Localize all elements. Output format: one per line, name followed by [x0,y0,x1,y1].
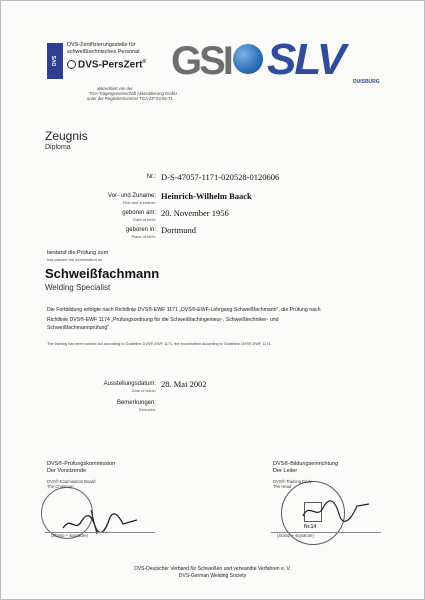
training-text-line3: Schweißfachmannprüfung". [47,325,111,331]
birthplace: Dortmund [161,225,196,235]
perszert-title: DVS-PersZert® [67,59,146,70]
dvs-logo: DVS [47,43,63,79]
stamp-number: Nr.14 [304,524,317,530]
birth-date: 20. November 1956 [161,208,229,218]
training-body-title: DVS®-Bildungseinrichtung [273,461,339,467]
perszert-symbol-icon [67,60,76,69]
training-text-en: The training has been carried out according to Guideline DVS®-EWF 1171, the examination according to Guideline DVS®-EWF 1174. [47,342,272,346]
gsi-logo: GSI [171,39,261,85]
left-signature-line [45,532,155,533]
qualification: Schweißfachmann [45,266,160,281]
passed-text-en: has passed the examination as [47,257,103,262]
right-signature [301,496,371,524]
accreditation-line2: TGA-Trägergemeinschaft Akkreditierung GmbH [89,91,178,96]
accreditation-line3: unter der Registriernummer TGA-ZP-03-92-71 [87,96,173,101]
training-text-line1: Die Fortbildung erfolgte nach Richtlinie DVS®-EWF 1171 „DVS®-EWF-Lehrgang Schweißfachmann", die Prüfung nach [47,307,321,313]
left-stamp-note: (Stamp + signature) [51,533,88,538]
training-text-line2: Richtlinie DVS®-EWF 1174 „Prüfungsordnung für die Schweißfachingenieur-, Schweißtechniker- und [47,317,279,323]
cert-body-line1: DVS-Zertifizierungsstelle für [67,42,136,48]
holder-name: Heinrich-Wilhelm Baack [161,191,252,201]
exam-board-chair: Der Vorsitzende [47,468,87,474]
remarks-label-en: Remarks: [138,407,156,412]
training-body-title-en: DVS®-Training Body [273,479,312,484]
cert-body-line2: schweißtechnisches Personal [67,49,140,55]
globe-icon [233,44,263,74]
birth-date-label-en: Date of birth: [133,217,156,222]
issue-date-label: Ausstellungsdatum: [103,381,156,387]
accreditation-line1: akkreditiert von der [97,86,133,91]
remarks-label: Bemerkungen: [116,400,156,406]
birth-date-label: geboren am: [122,210,156,216]
footer-line1: DVS-Deutscher Verband für Schweißen und verwandte Verfahren e. V. [134,566,291,572]
slv-logo: SLV [267,35,345,84]
issue-date: 28. Mai 2002 [161,379,207,389]
doc-title-en: Diploma [45,144,71,151]
right-signature-line [271,532,381,533]
passed-text: bestand die Prüfung zum [47,250,109,256]
training-body-head: Der Leiter [273,468,298,474]
footer-line2: DVS-German Welding Society [178,573,247,579]
exam-board-chair-en: The Chairman [47,484,74,489]
qualification-en: Welding Specialist [45,283,111,292]
exam-board-title: DVS®-Prüfungskommission [47,461,116,467]
birthplace-label: geboren in: [125,227,156,233]
name-label: Vor- und Zuname: [107,193,156,199]
training-body-head-en: The Head [273,484,292,489]
exam-board-title-en: DVS®-Examination Board [47,479,96,484]
doc-title: Zeugnis [45,129,88,143]
name-label-en: First and surname: [122,200,156,205]
issue-date-label-en: Date of issue: [131,388,156,393]
slv-city: DUISBURG [353,79,380,85]
number-label: Nr.: [146,174,156,180]
certificate-number: D-S-47057-1171-020528-0120606 [161,172,280,182]
right-stamp-note: (Stamp + signature) [277,533,314,538]
birthplace-label-en: Place of birth: [131,234,156,239]
